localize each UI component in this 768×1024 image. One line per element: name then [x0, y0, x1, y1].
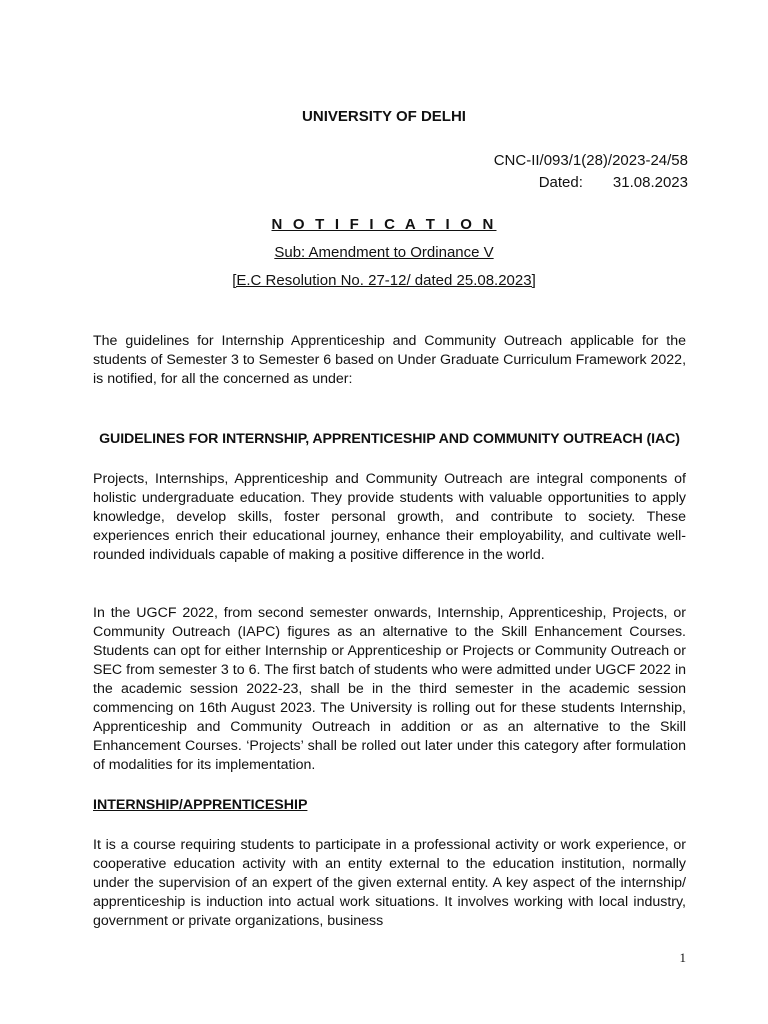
- university-title: UNIVERSITY OF DELHI: [302, 108, 466, 125]
- projects-paragraph: Projects, Internships, Apprenticeship and Community Outreach are integral components of holistic undergraduate education. They provide students with valuable opportunities to apply knowledge, develop skills, foster personal growth, and contribute to society. These experiences enrich their educational journey, enhance their employability, and cultivate well-rounded individuals capable of making a positive difference in the world.: [93, 471, 686, 563]
- reference-block: [494, 150, 688, 194]
- iac-guidelines-heading: GUIDELINES FOR INTERNSHIP, APPRENTICESHIP AND COMMUNITY OUTREACH (IAC): [99, 431, 680, 447]
- intro-paragraph: The guidelines for Internship Apprenticeship and Community Outreach applicable for the students of Semester 3 to Semester 6 based on Under Graduate Curriculum Framework 2022, is notified, for all the concerned as under:: [93, 333, 687, 387]
- dated-label: Dated:: [538, 174, 583, 191]
- notification-subject: Sub: Amendment to Ordinance V: [274, 244, 494, 261]
- page-number: 1: [679, 950, 686, 965]
- notification-title: N O T I F I C A T I O N: [271, 216, 497, 233]
- ugcf-paragraph: In the UGCF 2022, from second semester onwards, Internship, Apprenticeship, Projects, or Community Outreach (IAPC) figures as an alternative to the Skill Enhancement Courses. Students can opt for either Internship or Apprenticeship or Projects or Community Outreach or SEC from semester 3 to 6. The first batch of students who were admitted under UGCF 2022 in the academic session 2022-23, shall be in the third semester in the academic session commencing on 16th August 2023. The University is rolling out for these students Internship, Apprenticeship and Community Outreach in addition or as an alternative to the Skill Enhancement Courses. ‘Projects’ shall be rolled out later under this category after formulation of modalities for its implementation.: [93, 605, 686, 773]
- internship-course-paragraph: It is a course requiring students to participate in a professional activity or work experience, or cooperative education activity with an entity external to the education institution, normally under the supervision of an expert of the given external entity. A key aspect of the internship/ apprenticeship is induction into actual work situations. It involves working with local industry, government or private organizations, business: [93, 837, 686, 929]
- resolution-reference: [E.C Resolution No. 27-12/ dated 25.08.2023]: [232, 272, 536, 289]
- internship-heading: INTERNSHIP/APPRENTICESHIP: [93, 797, 308, 813]
- reference-number: CNC-II/093/1(28)/2023-24/58: [493, 152, 688, 169]
- dated-row: [494, 172, 688, 194]
- dated-value: 31.08.2023: [612, 174, 688, 191]
